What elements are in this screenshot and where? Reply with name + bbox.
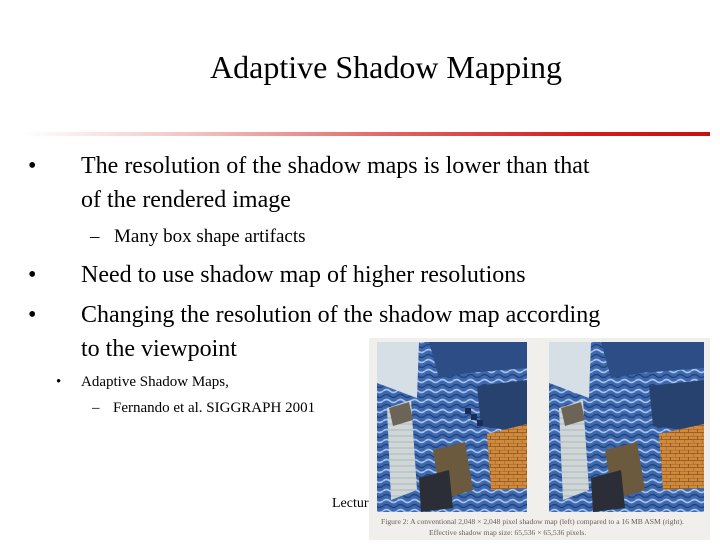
sub-bullet-text-small: Fernando et al. SIGGRAPH 2001 (113, 400, 316, 416)
bullet-text: The resolution of the shadow maps is lower than that (81, 153, 590, 179)
bullet-marker: • (28, 262, 37, 288)
shadow-map-figure (369, 338, 710, 540)
slide-title: Adaptive Shadow Mapping (210, 49, 562, 85)
figure-caption-line1: Figure 2: A conventional 2,048 × 2,048 pixel shadow map (left) compared to a 16 MB ASM (right). (381, 517, 684, 526)
sub-bullet-marker: – (90, 226, 100, 247)
bullet-marker: • (28, 153, 37, 179)
bullet-text: of the rendered image (81, 187, 291, 213)
title-underline (22, 132, 710, 136)
right-render-image (549, 342, 704, 512)
slide-footer: Lectur (332, 496, 369, 511)
sub-bullet-text: Many box shape artifacts (114, 226, 306, 247)
bullet-text: Need to use shadow map of higher resolutions (81, 262, 526, 288)
bullet-text-small: Adaptive Shadow Maps, (81, 374, 229, 390)
sub-bullet-marker: – (92, 400, 100, 416)
bullet-text: to the viewpoint (81, 336, 237, 362)
bullet-text: Changing the resolution of the shadow map according (81, 302, 601, 328)
left-render-image (377, 342, 527, 512)
figure-caption-line2: Effective shadow map size: 65,536 × 65,536 pixels. (429, 528, 587, 537)
bullet-marker: • (56, 374, 62, 390)
bullet-marker: • (28, 302, 37, 328)
